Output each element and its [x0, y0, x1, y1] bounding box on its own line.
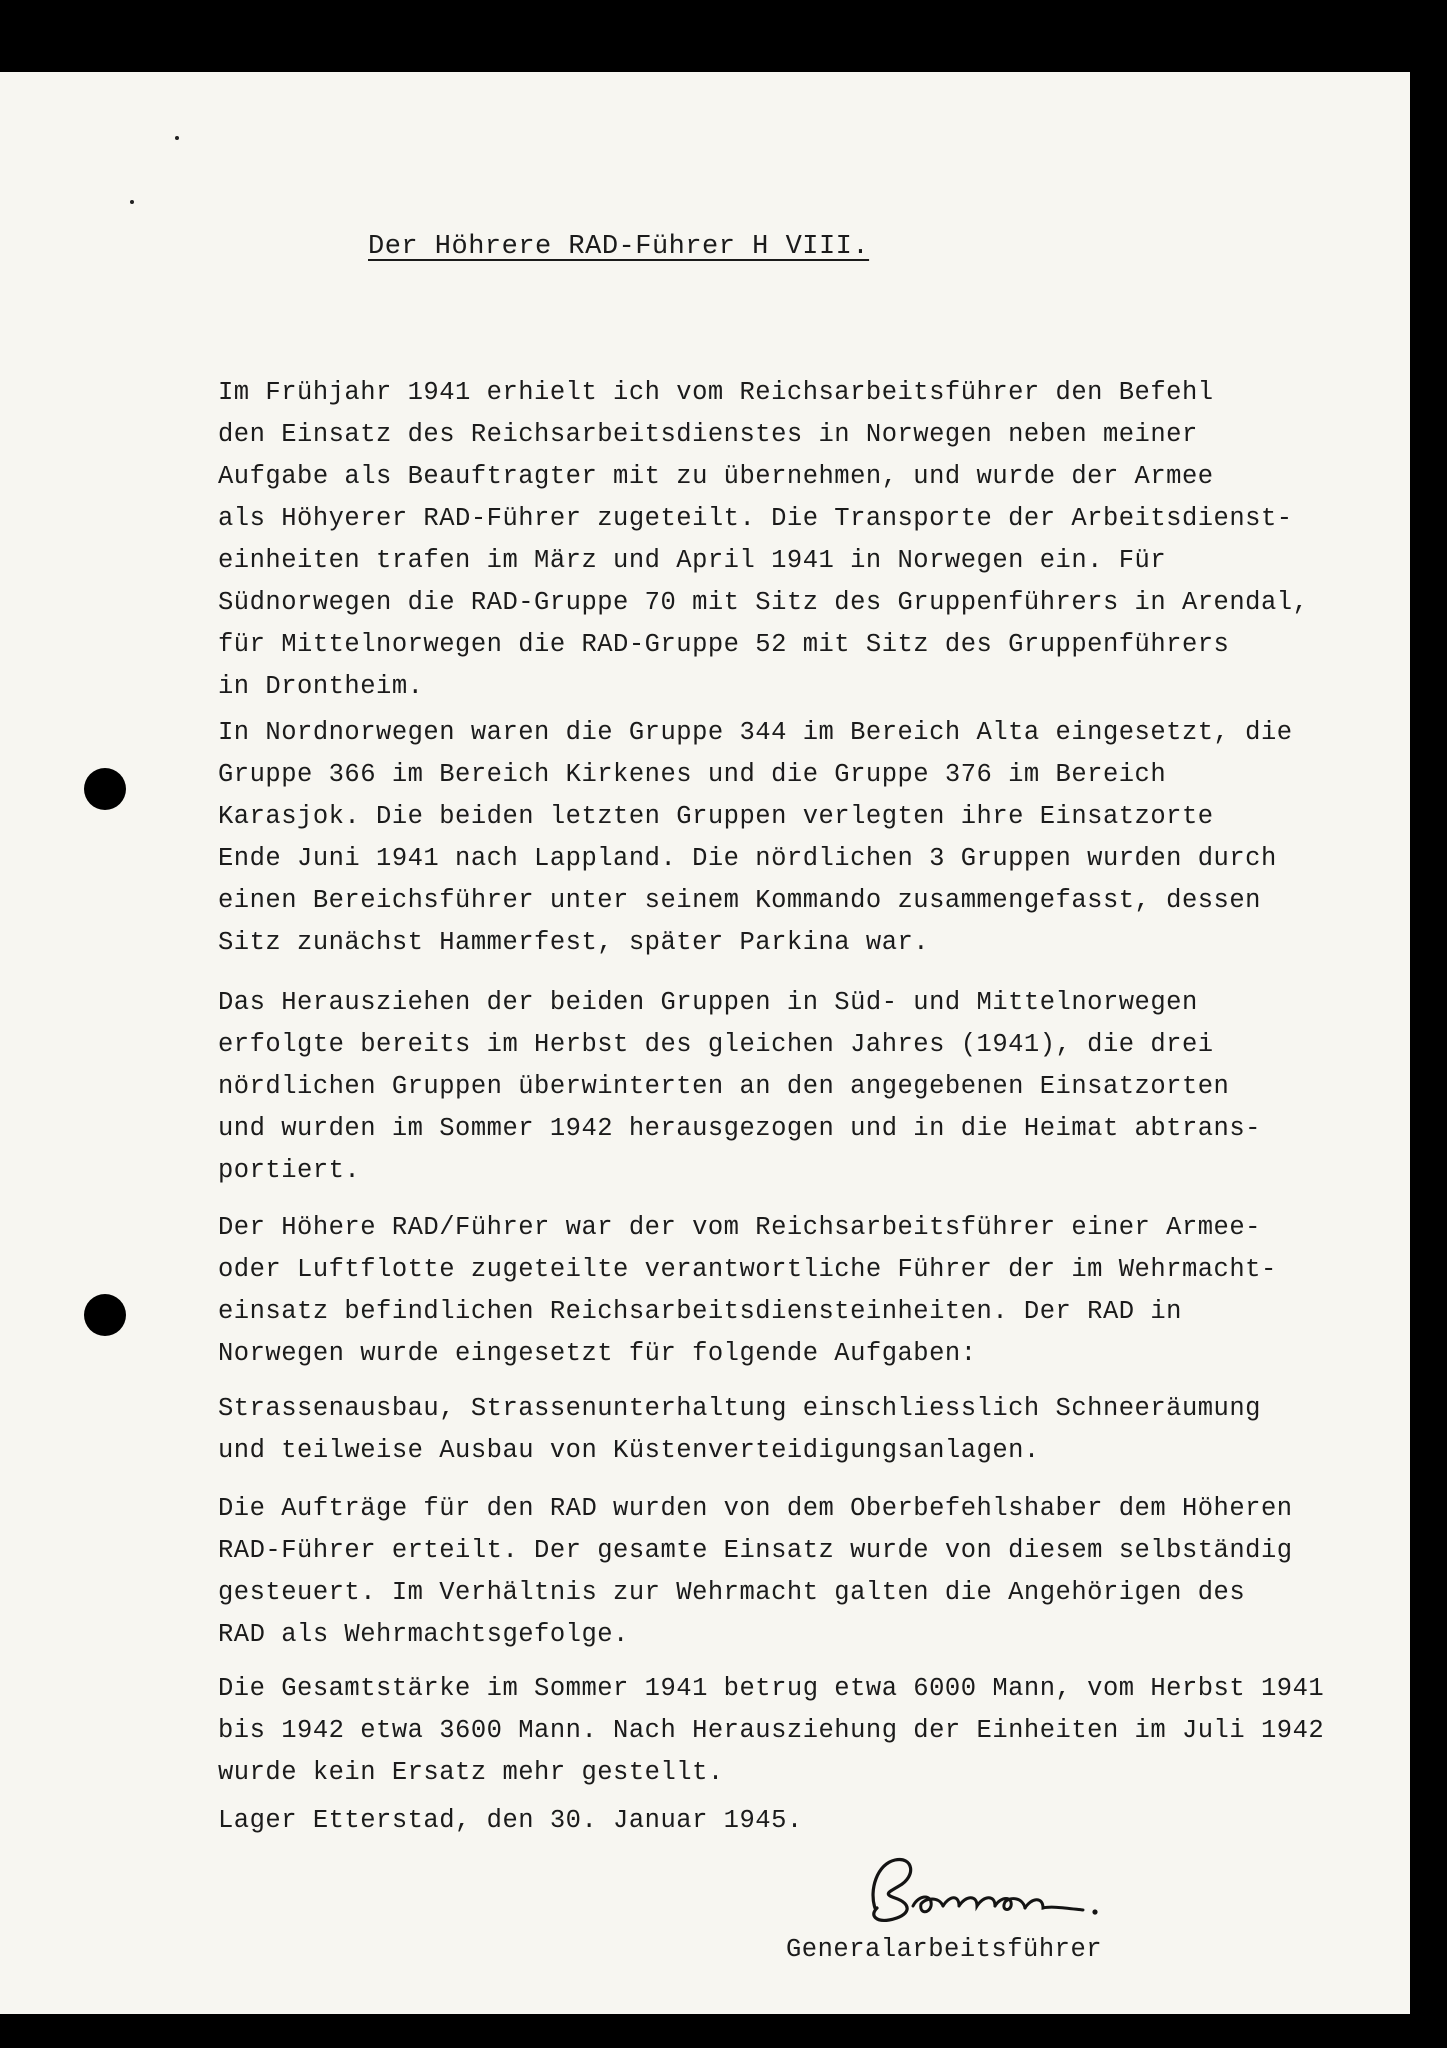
text-line: für Mittelnorwegen die RAD-Gruppe 52 mit Sitz des Gruppenführers	[218, 630, 1230, 659]
text-line: Sitz zunächst Hammerfest, später Parkina war.	[218, 928, 930, 957]
text-line: und teilweise Ausbau von Küstenverteidigungsanlagen.	[218, 1436, 1040, 1465]
text-line: bis 1942 etwa 3600 Mann. Nach Herausziehung der Einheiten im Juli 1942	[218, 1716, 1325, 1745]
paragraph-2	[218, 712, 1398, 964]
text-line: erfolgte bereits im Herbst des gleichen Jahres (1941), die drei	[218, 1030, 1214, 1059]
text-line: als Höhyerer RAD-Führer zugeteilt. Die Transporte der Arbeitsdienst-	[218, 504, 1293, 533]
text-line: den Einsatz des Reichsarbeitsdienstes in Norwegen neben meiner	[218, 420, 1198, 449]
text-line: einen Bereichsführer unter seinem Kommando zusammengefasst, dessen	[218, 886, 1261, 915]
handwritten-signature	[855, 1850, 1125, 1930]
place-and-date	[218, 1800, 1398, 1842]
document-page	[0, 72, 1410, 2014]
text-line: Die Aufträge für den RAD wurden von dem Oberbefehlshaber dem Höheren	[218, 1494, 1293, 1523]
paragraph-3	[218, 982, 1398, 1192]
text-line: Im Frühjahr 1941 erhielt ich vom Reichsarbeitsführer den Befehl	[218, 378, 1214, 407]
text-line: und wurden im Sommer 1942 herausgezogen und in die Heimat abtrans-	[218, 1114, 1261, 1143]
typed-letter	[0, 72, 1410, 2014]
text-line: RAD als Wehrmachtsgefolge.	[218, 1620, 629, 1649]
paragraph-1	[218, 372, 1398, 708]
text-line: In Nordnorwegen waren die Gruppe 344 im Bereich Alta eingesetzt, die	[218, 718, 1293, 747]
document-title: Der Höhrere RAD-Führer H VIII.	[368, 232, 870, 262]
text-line: einsatz befindlichen Reichsarbeitsdiensteinheiten. Der RAD in	[218, 1297, 1182, 1326]
text-line: Die Gesamtstärke im Sommer 1941 betrug etwa 6000 Mann, vom Herbst 1941	[218, 1674, 1325, 1703]
paragraph-6	[218, 1488, 1398, 1656]
text-line: Gruppe 366 im Bereich Kirkenes und die Gruppe 376 im Bereich	[218, 760, 1167, 789]
text-line: in Drontheim.	[218, 672, 424, 701]
text-line: Strassenausbau, Strassenunterhaltung einschliesslich Schneeräumung	[218, 1394, 1261, 1423]
text-line: Der Höhere RAD/Führer war der vom Reichsarbeitsführer einer Armee-	[218, 1213, 1261, 1242]
paragraph-4	[218, 1207, 1398, 1375]
text-line: nördlichen Gruppen überwinterten an den angegebenen Einsatzorten	[218, 1072, 1230, 1101]
text-line: Ende Juni 1941 nach Lappland. Die nördlichen 3 Gruppen wurden durch	[218, 844, 1277, 873]
text-line: Norwegen wurde eingesetzt für folgende Aufgaben:	[218, 1339, 977, 1368]
text-line: Südnorwegen die RAD-Gruppe 70 mit Sitz des Gruppenführers in Arendal,	[218, 588, 1309, 617]
text-line: gesteuert. Im Verhältnis zur Wehrmacht galten die Angehörigen des	[218, 1578, 1246, 1607]
text-line: Das Herausziehen der beiden Gruppen in Süd- und Mittelnorwegen	[218, 988, 1198, 1017]
text-line: oder Luftflotte zugeteilte verantwortliche Führer der im Wehrmacht-	[218, 1255, 1277, 1284]
text-line: wurde kein Ersatz mehr gestellt.	[218, 1758, 724, 1787]
text-line: Aufgabe als Beauftragter mit zu übernehmen, und wurde der Armee	[218, 462, 1214, 491]
text-line: RAD-Führer erteilt. Der gesamte Einsatz wurde von diesem selbständig	[218, 1536, 1293, 1565]
text-line: einheiten trafen im März und April 1941 in Norwegen ein. Für	[218, 546, 1167, 575]
signer-title: Generalarbeitsführer	[786, 1935, 1103, 1964]
paragraph-5	[218, 1388, 1398, 1472]
text-line: Karasjok. Die beiden letzten Gruppen verlegten ihre Einsatzorte	[218, 802, 1214, 831]
text-line: Lager Etterstad, den 30. Januar 1945.	[218, 1806, 803, 1835]
paragraph-7	[218, 1668, 1398, 1794]
text-line: portiert.	[218, 1156, 361, 1185]
